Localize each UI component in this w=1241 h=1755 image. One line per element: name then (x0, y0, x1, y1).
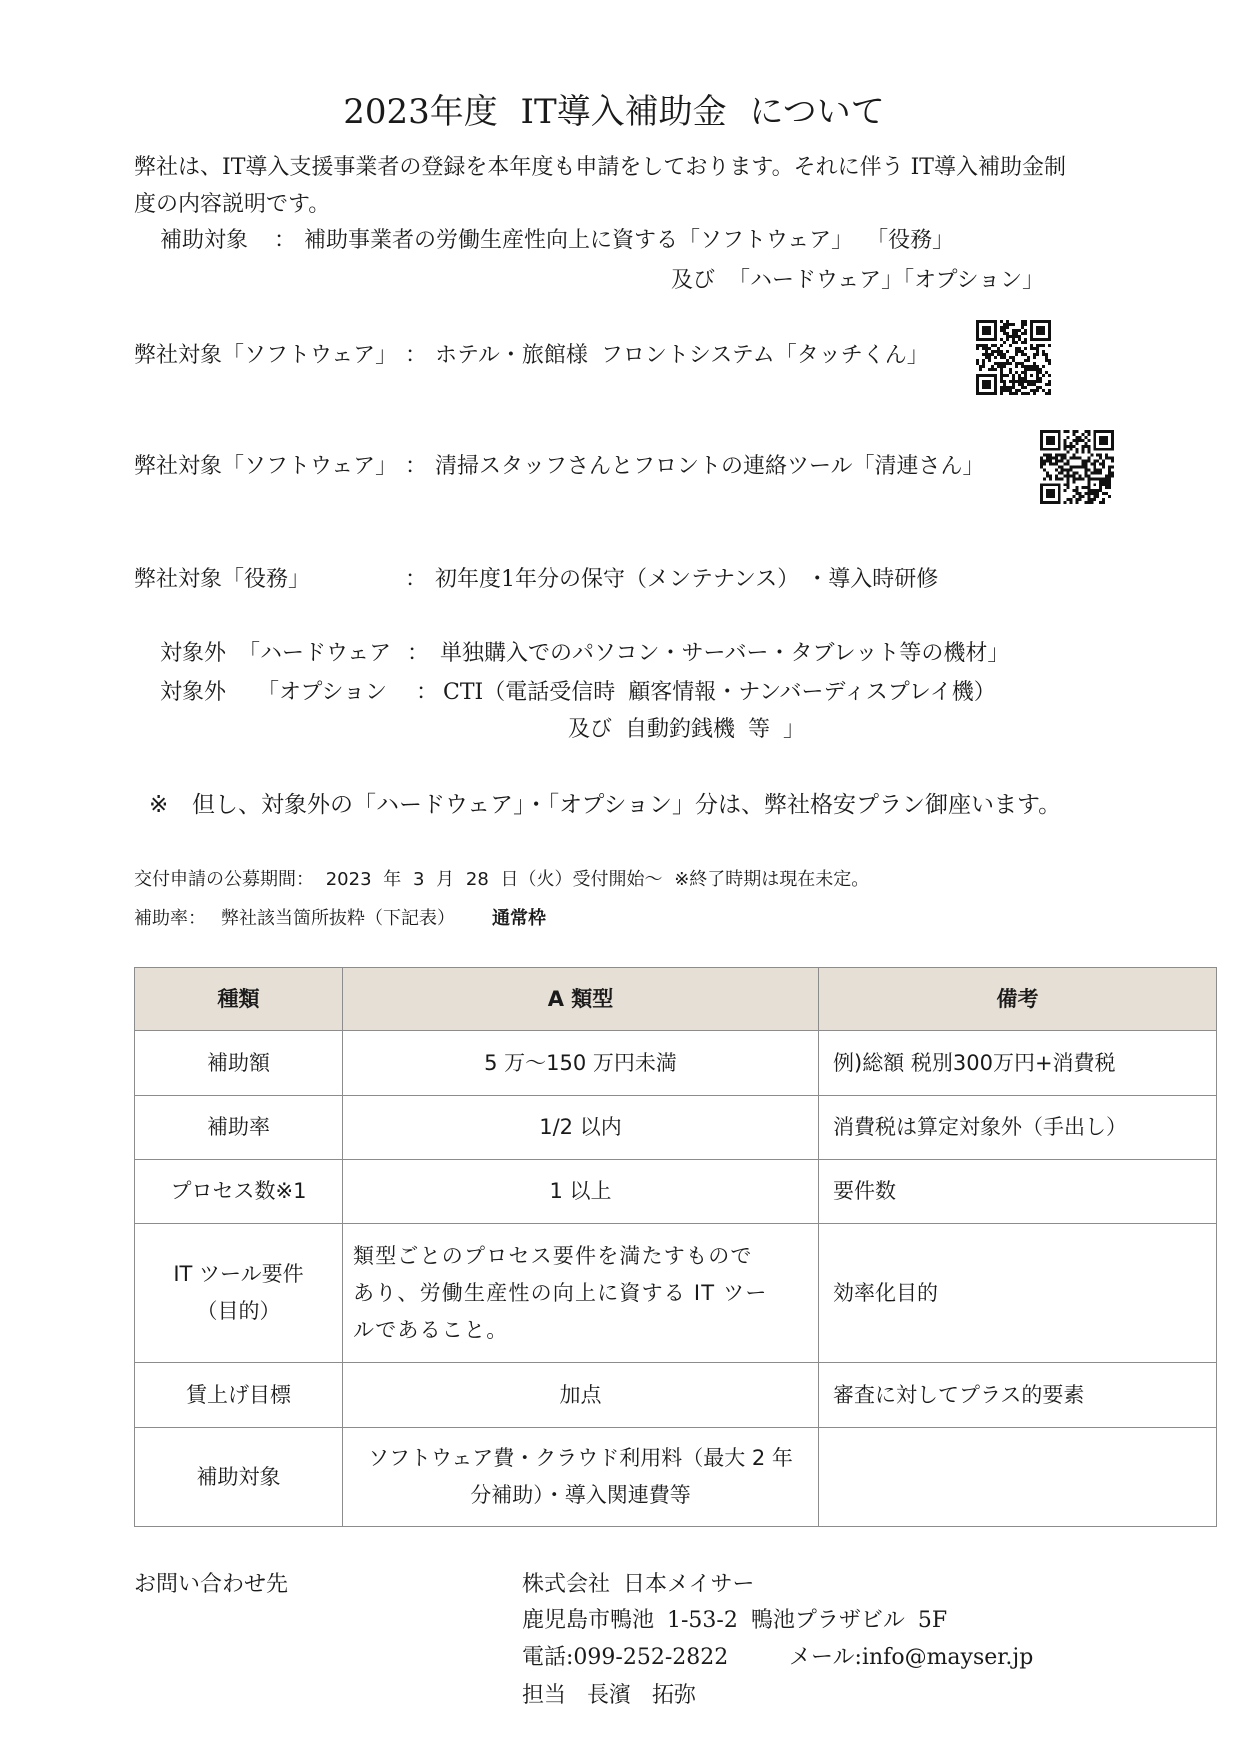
table-row (135, 1428, 1217, 1527)
our-target-label: 弊社対象「ソフトウェア」 (134, 343, 398, 368)
subsidy-target-text-cont: 及び 「ハードウェア」「オプション」 (671, 268, 1045, 293)
contact-phone: 電話:099-252-2822 (522, 1645, 729, 1670)
cell-notes (819, 1428, 1217, 1527)
excluded-colon: ： (416, 680, 439, 705)
cell-a-type: 1/2 以内 (343, 1096, 819, 1160)
cell-type: 補助対象 (135, 1428, 343, 1527)
intro-line-2: 度の内容説明です。 (134, 192, 331, 217)
cell-a-type: ソフトウェア費・クラウド利用料（最大 2 年 分補助）・導入関連費等 (343, 1428, 819, 1527)
cell-a-type: 1 以上 (343, 1160, 819, 1224)
our-target-colon: ： (405, 343, 428, 368)
table-row (135, 1160, 1217, 1224)
cell-notes: 要件数 (819, 1160, 1217, 1224)
qr-code-icon (1040, 430, 1114, 504)
our-target-label: 弊社対象「ソフトウェア」 (134, 454, 398, 479)
table-body (135, 968, 1217, 1527)
note-mark: ※ (149, 792, 169, 818)
cell-notes: 効率化目的 (819, 1224, 1217, 1363)
intro-line-1: 弊社は、IT導入支援事業者の登録を本年度も申請をしております。それに伴う IT導入補助金制 (134, 155, 1066, 180)
cell-type: プロセス数※1 (135, 1160, 343, 1224)
header-type: 種類 (135, 968, 343, 1031)
qr-code-icon (976, 320, 1051, 395)
subsidy-rate-text: 弊社該当箇所抜粋（下記表） (221, 908, 455, 929)
cell-type: 補助率 (135, 1096, 343, 1160)
cell-a-type: 加点 (343, 1363, 819, 1428)
excluded-text: CTI（電話受信時 顧客情報・ナンバーディスプレイ機） (443, 680, 996, 705)
contact-person: 担当 長濱 拓弥 (522, 1683, 696, 1708)
excluded-text-cont: 及び 自動釣銭機 等 」 (568, 717, 805, 742)
cell-type: IT ツール要件 （目的） (135, 1224, 343, 1363)
excluded-text: 単独購入でのパソコン・サーバー・タブレット等の機材」 (440, 641, 1010, 666)
cell-a-type: 5 万～150 万円未満 (343, 1031, 819, 1096)
cell-notes: 審査に対してプラス的要素 (819, 1363, 1217, 1428)
page-title: 2023年度 IT導入補助金 について (343, 92, 885, 132)
contact-email: メール:info@mayser.jp (789, 1645, 1034, 1670)
excluded-prefix: 対象外 (160, 641, 227, 666)
header-notes: 備考 (819, 968, 1217, 1031)
application-period: 交付申請の公募期間： 2023 年 3 月 28 日（火）受付開始～ ※終了時期は現在未定。 (134, 869, 870, 890)
table-row (135, 1031, 1217, 1096)
cell-a-type: 類型ごとのプロセス要件を満たすもので あり、労働生産性の向上に資する IT ツー ルであること。 (343, 1224, 819, 1363)
excluded-label: 「オプション (257, 680, 388, 705)
cell-notes: 例)総額 税別300万円+消費税 (819, 1031, 1217, 1096)
header-a-type: A 類型 (343, 968, 819, 1031)
subsidy-target-text: 補助事業者の労働生産性向上に資する「ソフトウェア」 「役務」 (304, 228, 955, 253)
table-header-row (135, 968, 1217, 1031)
subsidy-table (134, 967, 1217, 1527)
excluded-colon: ： (407, 641, 430, 666)
our-target-text: ホテル・旅館様 フロントシステム「タッチくん」 (435, 343, 929, 368)
contact-address: 鹿児島市鴨池 1-53-2 鴨池プラザビル 5F (522, 1608, 948, 1633)
cell-type: 補助額 (135, 1031, 343, 1096)
subsidy-frame: 通常枠 (492, 908, 546, 929)
note-text: 但し、対象外の「ハードウェア」・「オプション」分は、弊社格安プラン御座います。 (192, 792, 1062, 818)
cell-type: 賃上げ目標 (135, 1363, 343, 1428)
table-row (135, 1096, 1217, 1160)
subsidy-rate-label: 補助率： (134, 908, 206, 929)
our-target-text: 清掃スタッフさんとフロントの連絡ツール「清連さん」 (435, 454, 985, 479)
subsidy-target-label: 補助対象 (160, 228, 249, 253)
our-target-label: 弊社対象「役務」 (134, 567, 311, 592)
cell-notes: 消費税は算定対象外（手出し） (819, 1096, 1217, 1160)
contact-company: 株式会社 日本メイサー (522, 1572, 755, 1597)
our-target-text: 初年度1年分の保守（メンテナンス） ・導入時研修 (435, 567, 939, 592)
contact-label: お問い合わせ先 (134, 1572, 289, 1597)
excluded-prefix: 対象外 (160, 680, 227, 705)
table-row (135, 1363, 1217, 1428)
table-row (135, 1224, 1217, 1363)
subsidy-target-colon: ： (274, 228, 297, 253)
our-target-colon: ： (405, 454, 428, 479)
excluded-label: 「ハードウェア (238, 641, 392, 666)
our-target-colon: ： (405, 567, 428, 592)
